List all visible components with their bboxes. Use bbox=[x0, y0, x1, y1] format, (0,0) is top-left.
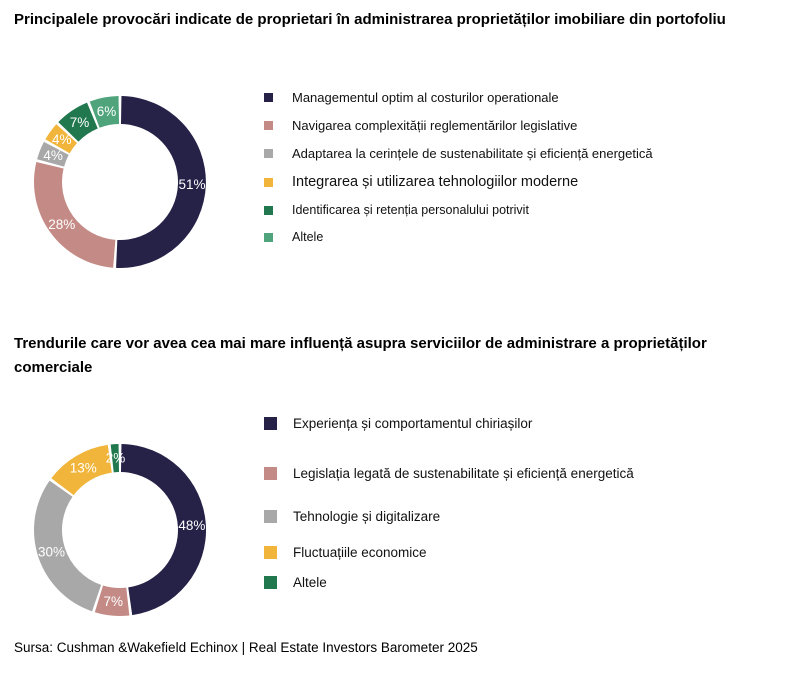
legend-item bbox=[264, 466, 634, 481]
legend-item bbox=[264, 118, 653, 133]
legend-label: Navigarea complexității reglementărilor legislative bbox=[292, 118, 578, 134]
legend-label: Altele bbox=[293, 574, 327, 590]
legend-swatch bbox=[264, 149, 273, 158]
chart2-donut bbox=[14, 424, 226, 636]
slice-label: 4% bbox=[43, 148, 63, 164]
slice-label: 13% bbox=[69, 460, 97, 476]
legend-swatch bbox=[264, 576, 277, 589]
source-note: Sursa: Cushman &Wakefield Echinox | Real Estate Investors Barometer 2025 bbox=[14, 639, 478, 655]
legend-item bbox=[264, 509, 634, 524]
legend-swatch bbox=[264, 178, 273, 187]
chart2-row bbox=[14, 415, 786, 636]
chart2-title: Trendurile care vor avea cea mai mare influență asupra serviciilor de administrare a proprietăților comerciale bbox=[14, 335, 707, 376]
legend-item bbox=[264, 146, 653, 161]
legend-swatch bbox=[264, 510, 277, 523]
legend-label: Integrarea și utilizarea tehnologiilor moderne bbox=[292, 174, 579, 191]
slice-label: 7% bbox=[103, 593, 123, 609]
legend-swatch bbox=[264, 417, 277, 430]
legend-swatch bbox=[264, 467, 277, 480]
chart2-legend bbox=[264, 416, 634, 590]
slice-label: 7% bbox=[69, 115, 90, 131]
chart1-title: Principalele provocări indicate de proprietari în administrarea proprietăților imobiliare din portofoliu bbox=[14, 11, 726, 28]
legend-label: Identificarea și retenția personalului potrivit bbox=[292, 203, 529, 218]
legend-label: Fluctuațiile economice bbox=[293, 544, 427, 560]
slice-label: 4% bbox=[52, 132, 72, 148]
legend-item bbox=[264, 203, 653, 217]
legend-swatch bbox=[264, 93, 273, 102]
slice-label: 51% bbox=[178, 177, 206, 193]
slice-label: 30% bbox=[37, 544, 66, 560]
slice-label: 6% bbox=[96, 104, 117, 120]
legend-item bbox=[264, 230, 653, 244]
legend-item bbox=[264, 545, 634, 560]
chart1-legend bbox=[264, 76, 653, 257]
chart1-row bbox=[14, 76, 786, 288]
legend-label: Adaptarea la cerințele de sustenabilitate și eficiență energetică bbox=[292, 146, 653, 162]
chart1-donut-wrap bbox=[14, 76, 226, 288]
slice-label: 48% bbox=[178, 517, 206, 533]
legend-swatch bbox=[264, 233, 273, 242]
donut-segment bbox=[34, 162, 115, 268]
legend-label: Tehnologie și digitalizare bbox=[293, 508, 441, 524]
legend-item bbox=[264, 575, 634, 590]
legend-label: Altele bbox=[292, 230, 324, 245]
chart2-donut-wrap bbox=[14, 424, 226, 636]
legend-swatch bbox=[264, 546, 277, 559]
legend-label: Legislația legată de sustenabilitate și eficiență energetică bbox=[293, 465, 634, 481]
slice-label: 2% bbox=[105, 450, 126, 466]
legend-item bbox=[264, 90, 653, 105]
legend-swatch bbox=[264, 206, 273, 215]
slice-label: 28% bbox=[48, 217, 76, 233]
chart1-donut bbox=[14, 76, 226, 288]
legend-item bbox=[264, 416, 634, 431]
legend-label: Experiența și comportamentul chiriașilor bbox=[293, 415, 533, 431]
legend-swatch bbox=[264, 121, 273, 130]
legend-item bbox=[264, 174, 653, 190]
legend-label: Managementul optim al costurilor operationale bbox=[292, 90, 559, 106]
